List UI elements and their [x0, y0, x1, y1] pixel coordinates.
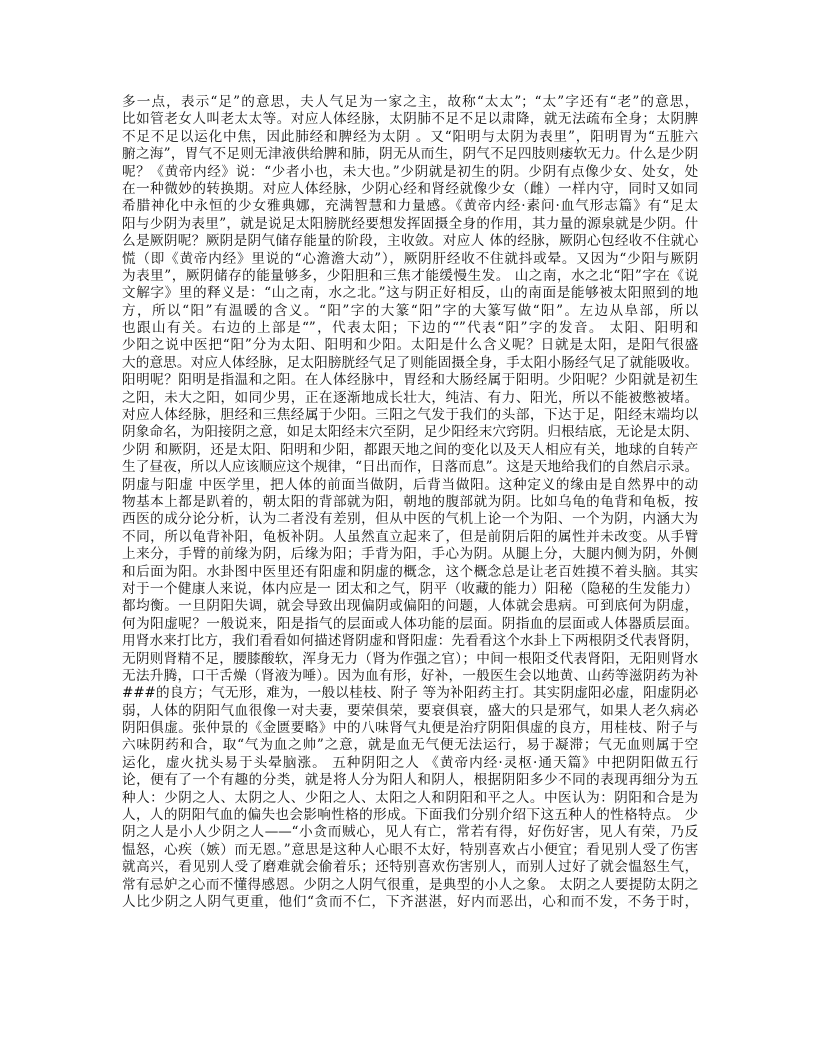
text-line: 常有忌妒之心而不懂得感恩。少阴之人阴气很重，是典型的小人之象。 太阴之人要提防太阴之	[122, 876, 698, 893]
text-line: 愠怒，心疾（嫉）而无恩。”意思是这种人心眼不太好，特别喜欢占小便宜；看见别人受了伤害	[122, 841, 698, 858]
text-line: 阴之人是小人少阴之人——“小贪而贼心，见人有亡，常若有得，好伤好害，见人有荣，乃反	[122, 824, 698, 841]
text-line: 之阳，未大之阳，如同少男，正在逐渐地成长壮大，纯洁、有力、阳光，所以不能被憋被堵。	[122, 389, 698, 406]
text-line: 人，人的阴阳气血的偏失也会影响性格的形成。下面我们分别介绍下这五种人的性格特点。 少	[122, 807, 698, 824]
text-line: 对应人体经脉，胆经和三焦经属于少阳。三阳之气发于我们的头部，下达于足，阳经末端均以	[122, 407, 698, 424]
text-line: 少阳之说中医把“阳”分为太阳、阳明和少阳。太阳是什么含义呢？日就是太阳，是阳气很盛	[122, 337, 698, 354]
text-line: 都均衡。一旦阴阳失调，就会导致出现偏阴或偏阳的问题，人体就会患病。可到底何为阴虚，	[122, 598, 698, 615]
text-line: 人比少阴之人阴气更重，他们“贪而不仁，下齐湛湛，好内而恶出，心和而不发，不务于时，	[122, 893, 698, 910]
text-line: 呢？《黄帝内经》说：“少者小也，未大也。”少阴就是初生的阴。少阴有点像少女、处女，处	[122, 163, 698, 180]
text-line: 用肾水来打比方，我们看看如何描述肾阴虚和肾阳虚：先看看这个水卦上下两根阴爻代表肾阴，	[122, 633, 698, 650]
text-line	[122, 911, 698, 928]
text-line: 论，便有了一个有趣的分类，就是将人分为阳人和阴人，根据阴阳多少不同的表现再细分为五	[122, 772, 698, 789]
text-line: 何为阳虚呢？一般说来，阳是指气的层面或人体功能的层面。阴指血的层面或人体器质层面。	[122, 615, 698, 632]
text-line: 文解字》里的释义是：“山之南，水之北。”这与阴正好相反，山的南面是能够被太阳照到的地	[122, 285, 698, 302]
text-line: 西医的成分论分析，认为二者没有差别，但从中医的气机上论一个为阳、一个为阴，内涵大为	[122, 511, 698, 528]
text-line: 阴虚与阳虚 中医学里，把人体的前面当做阴，后背当做阳。这种定义的缘由是自然界中的动	[122, 476, 698, 493]
text-line: 就高兴，看见别人受了磨难就会偷着乐；还特别喜欢伤害别人，而别人过好了就会愠怒生气，	[122, 859, 698, 876]
text-line: 么是厥阴呢？厥阴是阴气储存能量的阶段，主收敛。对应人 体的经脉，厥阴心包经收不住就心	[122, 233, 698, 250]
text-line: 为表里”，厥阴储存的能量够多，少阳胆和三焦才能缓慢生发。 山之南，水之北“阳”字在《说	[122, 267, 698, 284]
text-line: 运化，虚火扰头易于头晕脑涨。 五种阴阳之人 《黄帝内经·灵枢·通天篇》中把阴阳做五行	[122, 754, 698, 771]
text-line: 比如管老女人叫老太太等。对应人体经脉，太阴肺不足不足以肃降，就无法疏布全身；太阴脾	[122, 111, 698, 128]
text-line: 大的意思。对应人体经脉，足太阳膀胱经气足了则能固摄全身，手太阳小肠经气足了就能吸收。	[122, 354, 698, 371]
text-line: 阳明呢？阳明是指温和之阳。在人体经脉中，胃经和大肠经属于阳明。少阳呢？少阳就是初生	[122, 372, 698, 389]
text-line: 阴象命名，为阳接阴之意，如足太阳经末穴至阴，足少阳经末穴窍阴。归根结底，无论是太阴、	[122, 424, 698, 441]
text-line: 上来分，手臂的前缘为阴，后缘为阳；手背为阳，手心为阴。从腿上分，大腿内侧为阴，外侧	[122, 546, 698, 563]
text-line: 少阴 和厥阴，还是太阳、阳明和少阳，都跟天地之间的变化以及天人相应有关，地球的自转产	[122, 441, 698, 458]
text-line: 物基本上都是趴着的，朝太阳的背部就为阳，朝地的腹部就为阴。比如乌龟的龟背和龟板，按	[122, 493, 698, 510]
text-line: 阳与少阴为表里”，就是说足太阳膀胱经要想发挥固摄全身的作用，其力量的源泉就是少阴。什	[122, 215, 698, 232]
text-line: 弱，人体的阴阳气血很像一对夫妻，要荣俱荣，要衰俱衰，盛大的只是邪气，如果人老久病必	[122, 702, 698, 719]
text-line: 慌（即《黄帝内经》里说的“心澹澹大动”），厥阴肝经收不住就抖或晕。又因为“少阳与厥阴	[122, 250, 698, 267]
text-line: 腑之海”，胃气不足则无津液供给脾和肺，阴无从而生，阴气不足四肢则痿软无力。什么是少阴	[122, 146, 698, 163]
text-line: 生了昼夜，所以人应该顺应这个规律，“日出而作，日落而息”。这是天地给我们的自然启示录。	[122, 459, 698, 476]
text-line: 六味阴药和合，取“气为血之帅”之意，就是血无气便无法运行，易于凝滞；气无血则属于空	[122, 737, 698, 754]
document-page	[122, 94, 698, 929]
text-line: 方，所以“阳”有温暖的含义。“阳”字的大篆“阳”字的大篆写做“阳”。左边从阜部，所以	[122, 302, 698, 319]
text-line: 和后面为阳。水卦图中医里还有阳虚和阴虚的概念，这个概念总是让老百姓摸不着头脑。其实	[122, 563, 698, 580]
text-line: 在一种微妙的转换期。对应人体经脉，少阴心经和肾经就像少女（雌）一样内守，同时又如同	[122, 180, 698, 197]
text-line: 不同，所以龟背补阳，龟板补阴。人虽然直立起来了，但是前阴后阳的属性并未改变。从手臂	[122, 528, 698, 545]
text-line: 种人：少阴之人、太阴之人、少阳之人、太阳之人和阴阳和平之人。中医认为：阴阳和合是为	[122, 789, 698, 806]
text-line: 无阴则肾精不足，腰膝酸软，浑身无力（肾为作强之官）；中间一根阳爻代表肾阳，无阳则肾水	[122, 650, 698, 667]
text-line: 多一点，表示“足”的意思，夫人气足为一家之主，故称“太太”；“太”字还有“老”的意思，	[122, 94, 698, 110]
text-line: 无法升腾，口干舌燥（肾液为唾）。因为血有形，好补，一般医生会以地黄、山药等滋阴药为补	[122, 667, 698, 684]
text-line: ###的良方；气无形，难为，一般以桂枝、附子 等为补阳药主打。其实阴虚阳必虚，阳虚阴必	[122, 685, 698, 702]
text-line: 不足不足以运化中焦，因此肺经和脾经为太阴 。又“阳明与太阴为表里”，阳明胃为“五脏六	[122, 128, 698, 145]
text-line: 也跟山有关。右边的上部是“”，代表太阳；下边的“”代表“阳”字的发音。 太阳、阳明和	[122, 320, 698, 337]
text-line: 对于一个健康人来说，体内应是一 团太和之气，阴平（收藏的能力）阳秘（隐秘的生发能力）	[122, 580, 698, 597]
text-line: 希腊神化中永恒的少女雅典娜，充满智慧和力量感。《黄帝内经·素问·血气形志篇》有“足太	[122, 198, 698, 215]
text-line: 阴阳俱虚。张仲景的《金匮要略》中的八味肾气丸便是治疗阴阳俱虚的良方，用桂枝、附子与	[122, 720, 698, 737]
